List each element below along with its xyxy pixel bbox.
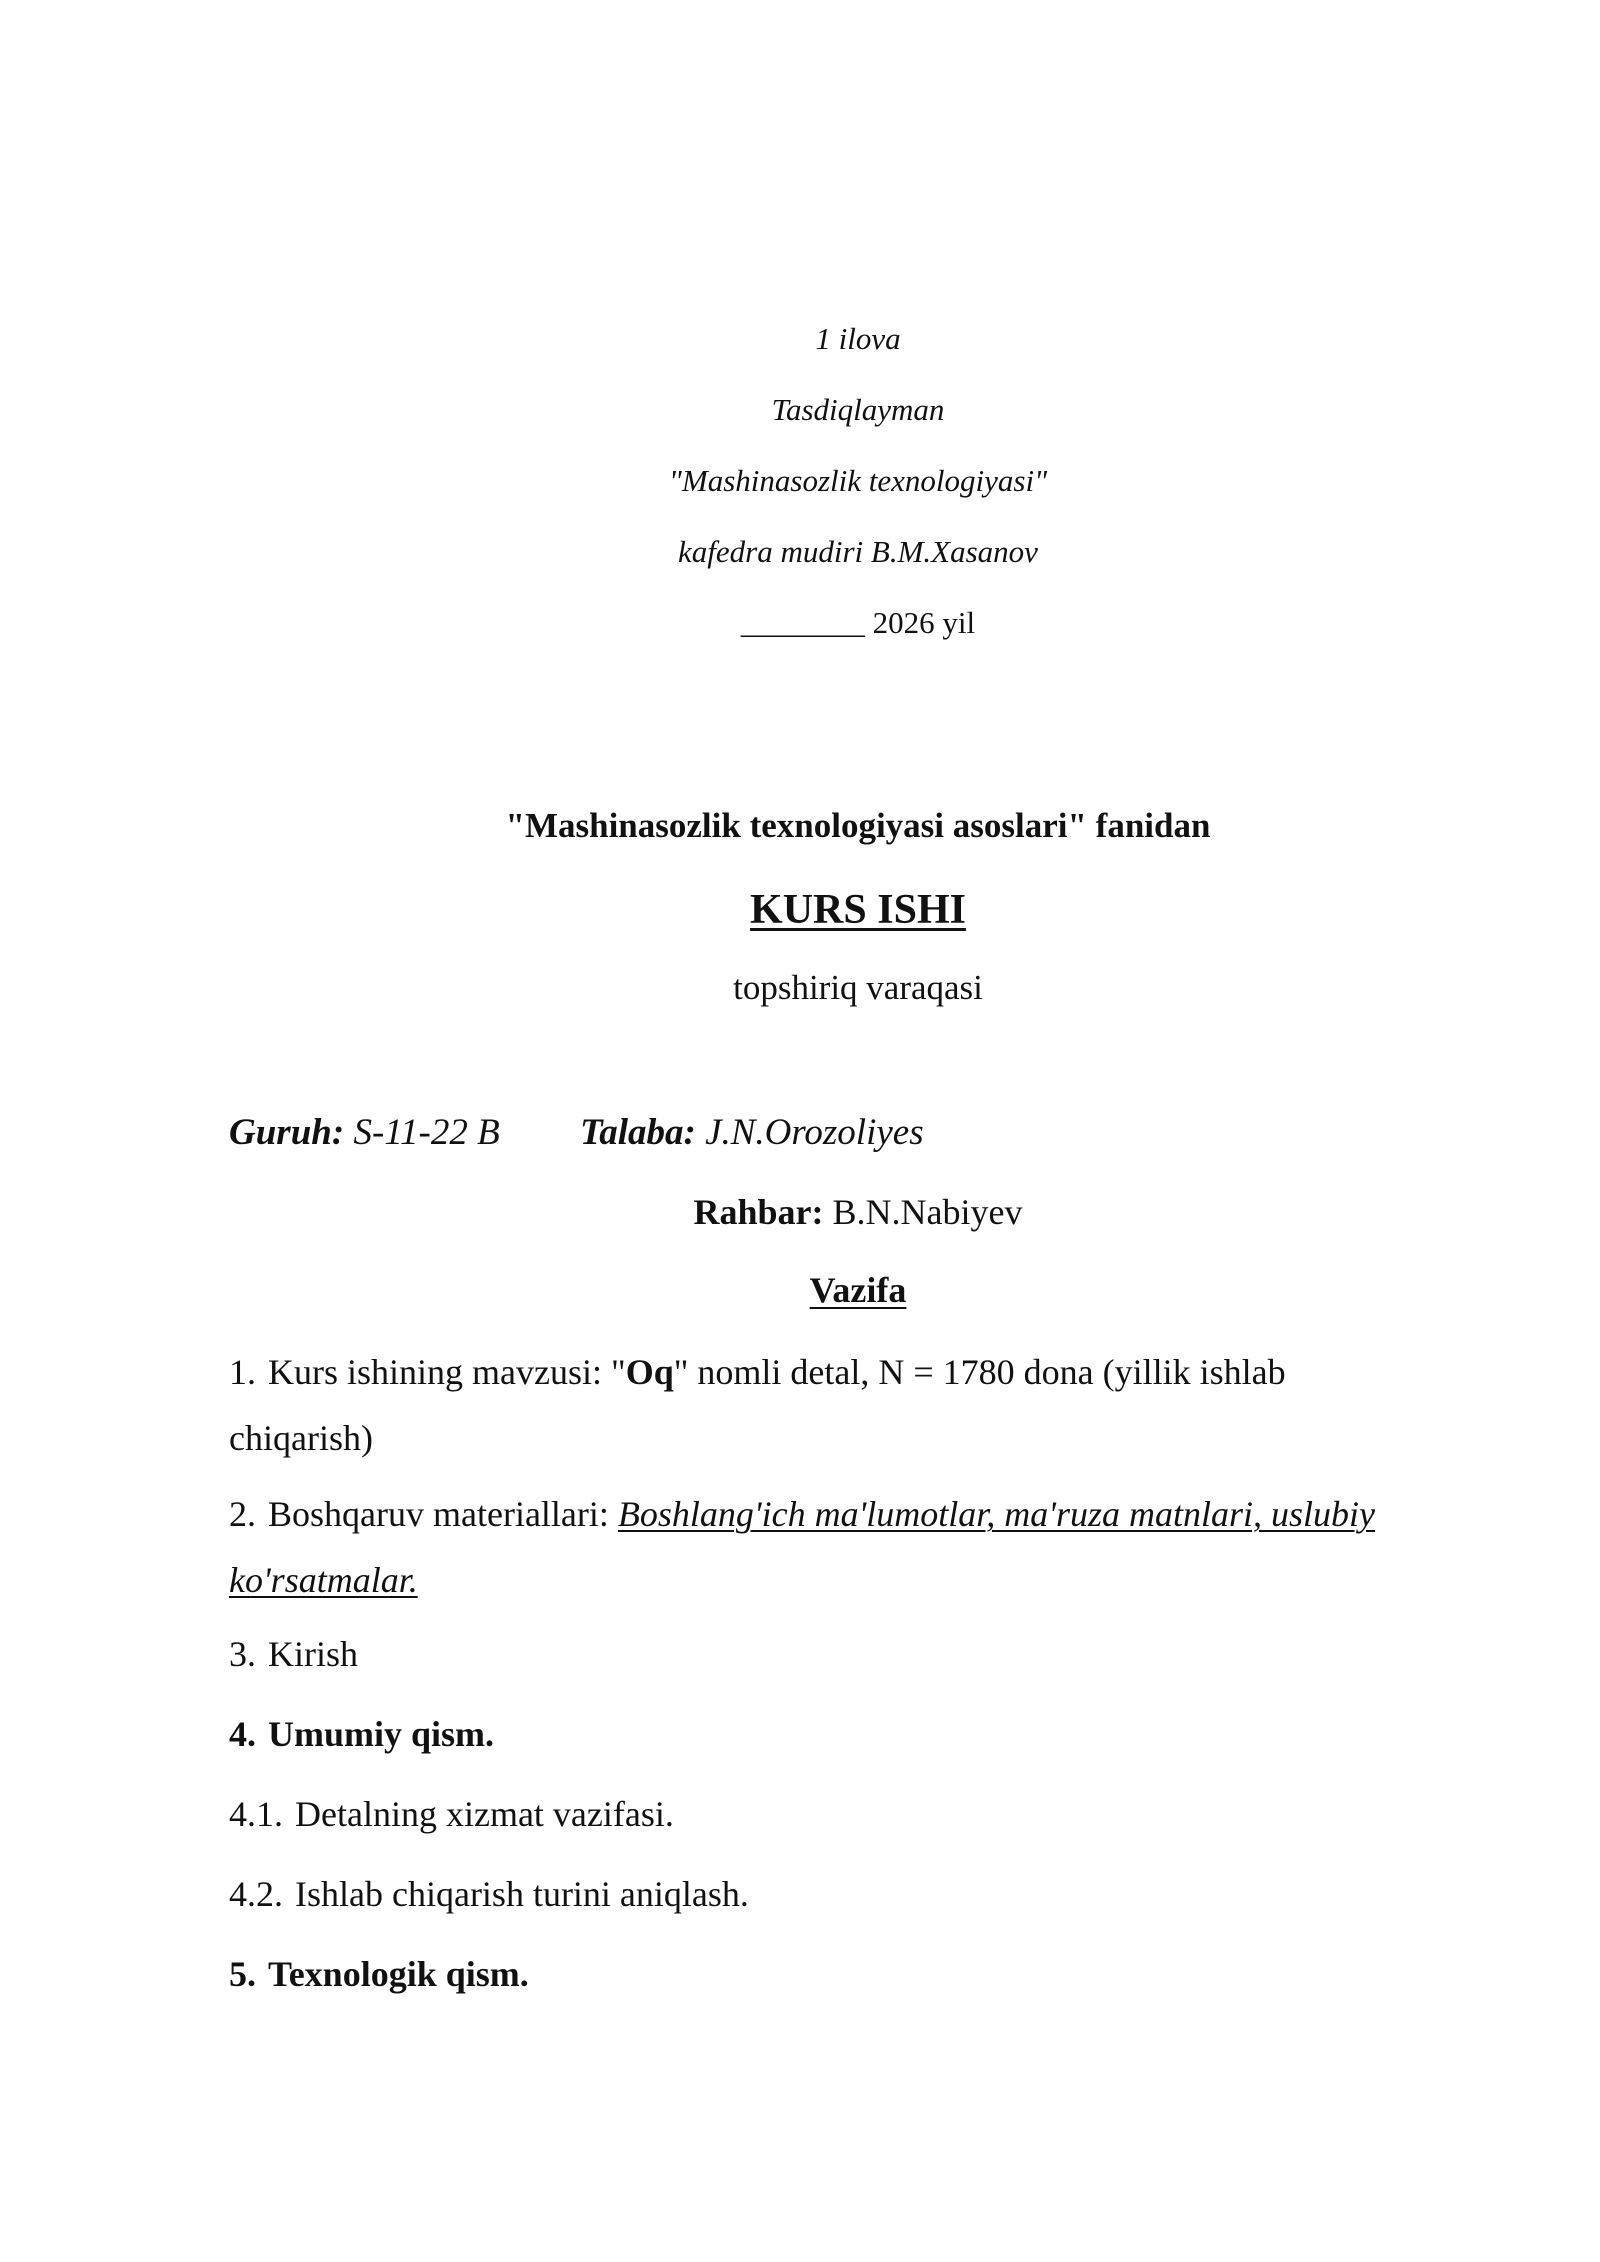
task-item-text: Kurs ishining mavzusi: ": [268, 1352, 626, 1392]
supervisor-value: B.N.Nabiyev: [832, 1192, 1023, 1232]
group-field: [229, 1114, 500, 1151]
task-item-5: [229, 1956, 529, 1992]
task-item-text-cont: " nomli detal, N = 1780 dona (yillik ishlab: [673, 1352, 1286, 1392]
student-value: J.N.Orozoliyes: [705, 1112, 924, 1153]
approval-label: Tasdiqlayman: [771, 392, 945, 427]
task-item-number: 1.: [229, 1352, 256, 1392]
approval-date: [0, 607, 1600, 638]
task-item-number: 4.1.: [229, 1794, 283, 1834]
document-subtitle: topshiriq varaqasi: [733, 968, 983, 1007]
detail-name: Oq: [625, 1352, 674, 1392]
supervisor-label: Rahbar:: [693, 1192, 824, 1232]
department-head: kafedra mudiri B.M.Xasanov: [678, 534, 1038, 569]
subject-line: "Mashinasozlik texnologiyasi asoslari" fanidan: [505, 806, 1211, 845]
task-item-number: 3.: [229, 1634, 256, 1674]
supervisor-field: [0, 1194, 1600, 1230]
student-label: Talaba:: [580, 1112, 696, 1153]
task-item-number: 4.2.: [229, 1874, 283, 1914]
appendix-label: 1 ilova: [815, 321, 901, 356]
group-label: Guruh:: [229, 1112, 345, 1153]
materials-list-cont: ko'rsatmalar.: [229, 1560, 418, 1600]
group-value: S-11-22 B: [353, 1112, 500, 1153]
task-item-4-2: [229, 1876, 749, 1912]
task-heading: Vazifa: [809, 1270, 907, 1310]
task-item-3: [229, 1636, 358, 1672]
task-item-text: Ishlab chiqarish turini aniqlash.: [295, 1874, 749, 1914]
student-field: [580, 1114, 924, 1151]
task-item-2-continuation: [229, 1562, 418, 1598]
materials-list: Boshlang'ich ma'lumotlar, ma'ruza matnlari, uslubiy: [617, 1494, 1376, 1534]
task-item-4: [229, 1716, 494, 1752]
task-item-4-1: [229, 1796, 674, 1832]
task-item-2: [229, 1496, 1375, 1532]
task-item-text: Boshqaruv materiallari:: [268, 1494, 618, 1534]
task-item-1-continuation: chiqarish): [229, 1418, 373, 1458]
task-item-number: 5.: [229, 1954, 256, 1994]
department-name: "Mashinasozlik texnologiyasi": [668, 463, 1048, 498]
task-item-text: Detalning xizmat vazifasi.: [295, 1794, 674, 1834]
date-blank: ________: [740, 605, 865, 640]
task-item-1: [229, 1354, 1286, 1390]
date-year: 2026 yil: [864, 605, 976, 640]
task-item-text: Texnologik qism.: [268, 1954, 529, 1994]
task-item-number: 2.: [229, 1494, 256, 1534]
task-item-text: Kirish: [268, 1634, 358, 1674]
document-title: KURS ISHI: [750, 887, 966, 933]
task-item-number: 4.: [229, 1714, 256, 1754]
task-item-text: Umumiy qism.: [268, 1714, 495, 1754]
